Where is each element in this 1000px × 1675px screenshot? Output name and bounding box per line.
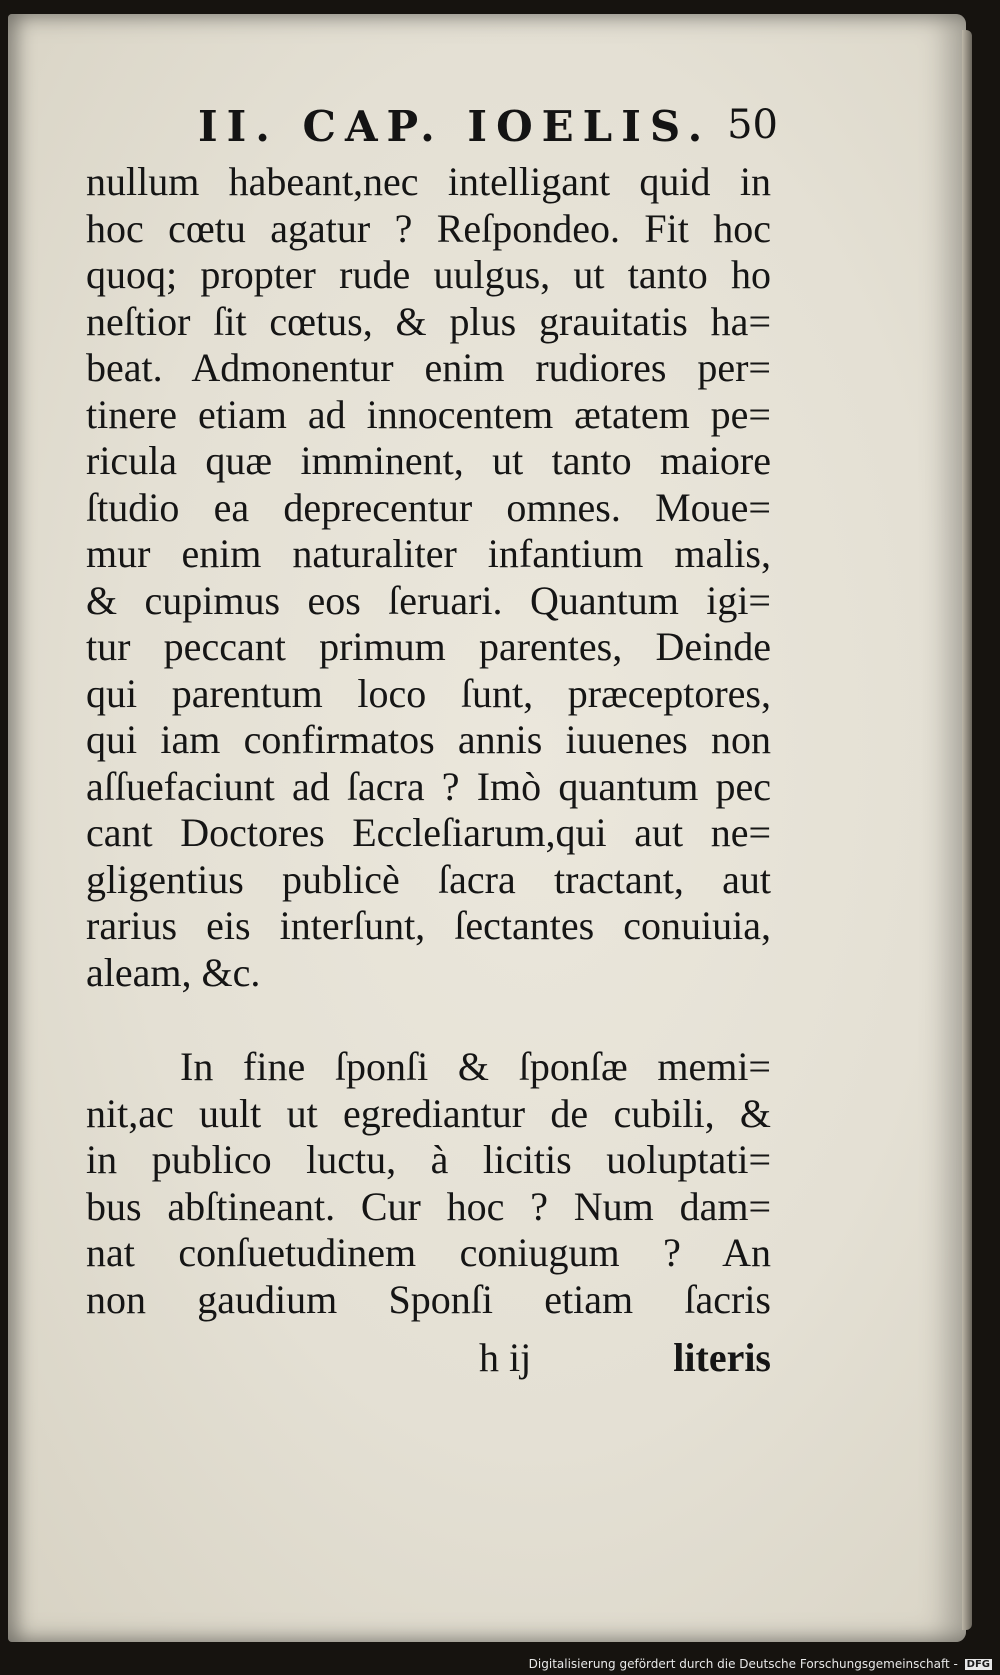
text-line: neſtior ſit cœtus, & plus grauitatis ha= [86, 298, 771, 344]
text-line: gligentius publicè ſacra tractant, aut [86, 856, 771, 902]
text-line: qui parentum loco ſunt, præceptores, [86, 670, 771, 716]
paragraph-gap [86, 996, 771, 1044]
text-line: in publico luctu, à licitis uoluptati= [86, 1137, 771, 1182]
text-line: ricula quæ imminent, ut tanto maiore [86, 438, 771, 483]
text-line: nat conſuetudinem coniugum ? An [86, 1230, 771, 1275]
text-line: nullum habeant,nec intelligant quid in [86, 159, 771, 204]
text-line: tur peccant primum parentes, Deinde [86, 624, 771, 669]
text-line: non gaudium Sponſi etiam ſacris [86, 1276, 771, 1322]
text-line: In fine ſponſi & ſponſæ memi= [180, 1044, 771, 1089]
text-line: nit,ac uult ut egrediantur de cubili, & [86, 1090, 771, 1136]
text-line: aleam, &c. [86, 949, 261, 995]
text-line: qui iam confirmatos annis iuuenes non [86, 717, 771, 762]
text-line: ſtudio ea deprecentur omnes. Moue= [86, 484, 771, 530]
credit-text: Digitalisierung gefördert durch die Deutsche Forschungsgemeinschaft - [528, 1657, 958, 1671]
text-line: tinere etiam ad innocentem ætatem pe= [86, 391, 771, 437]
catchword: literis [673, 1335, 771, 1380]
text-line: hoc cœtu agatur ? Reſpondeo. Fit hoc [86, 205, 771, 251]
book-page [8, 14, 966, 1642]
text-line: rarius eis interſunt, ſectantes conuiuia, [86, 903, 771, 948]
text-line: aſſuefaciunt ad ſacra ? Imò quantum pec [86, 763, 771, 809]
digitization-credit [529, 1657, 992, 1671]
catchline [86, 1334, 771, 1380]
running-head-title: II. CAP. IOELIS. [198, 102, 712, 151]
page-edge [962, 30, 972, 1630]
dfg-logo: DFG [966, 1659, 990, 1670]
text-line: quoq; propter rude uulgus, ut tanto ho [86, 252, 771, 297]
page-number: 50 [727, 102, 778, 148]
text-line: & cupimus eos ſeruari. Quantum igi= [86, 577, 771, 623]
signature-mark: h ij [479, 1335, 532, 1380]
text-line: mur enim naturaliter infantium malis, [86, 531, 771, 576]
body-text [86, 159, 771, 1323]
text-line: bus abſtineant. Cur hoc ? Num dam= [86, 1183, 771, 1229]
text-line: beat. Admonentur enim rudiores per= [86, 345, 771, 390]
running-head [198, 102, 778, 152]
text-line: cant Doctores Eccleſiarum,qui aut ne= [86, 810, 771, 855]
